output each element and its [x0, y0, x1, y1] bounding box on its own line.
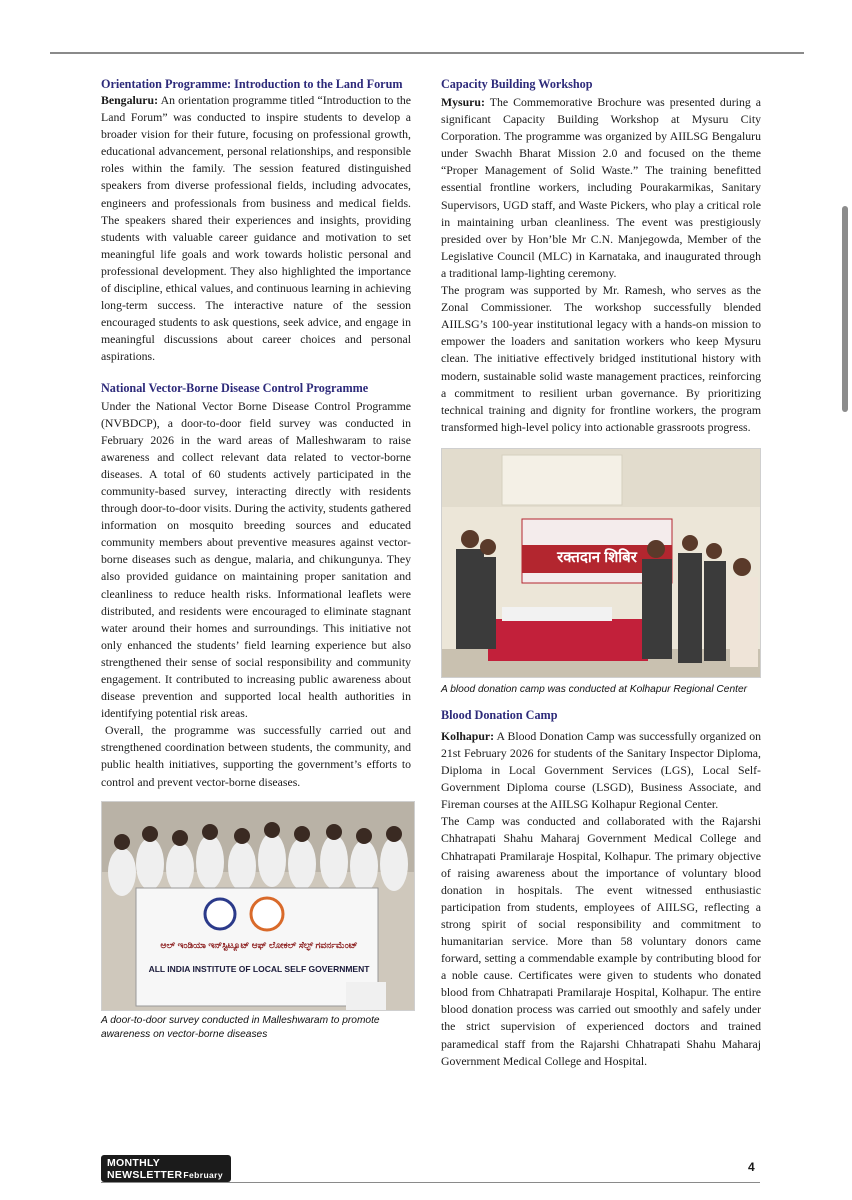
page-number: 4	[748, 1160, 755, 1174]
blood-donation-text: A Blood Donation Camp was successfully organized on 21st February 2026 for students of the Sanitary Inspector Diploma, Diploma in Local Government Services (LGS), Local Self-Government Diploma course (LSGD), Business Associate, and Fireman courses at the AIILSG Kolhapur Regional Center.	[441, 728, 761, 812]
capacity-lead: Mysuru:	[441, 95, 485, 109]
orientation-heading: Orientation Programme: Introduction to the Land Forum	[101, 77, 403, 91]
blood-camp-caption: A blood donation camp was conducted at Kolhapur Regional Center	[441, 683, 748, 695]
nvbdcp-para2: Overall, the programme was successfully carried out and strengthened coordination between students, the community, and public health initiatives, supporting the government’s efforts to control and prevent vector-borne diseases.	[101, 723, 411, 789]
blood-donation-para2: The Camp was conducted and collaborated with the Rajarshi Chhatrapati Shahu Maharaj Government Medical College and Chhatrapati Pramilaraje Hospital, Kolhapur. The primary objective of raising awareness about the importance of voluntary blood donation in hospitals. The event witnessed enthusiastic participation from students, employees of AIILSG, reflecting a strong spirit of social responsibility and commitment to humanitarian service. More than 58 voluntary donors came forward, setting a commendable example by contributing blood for a noble cause. Certificates were given to students who donated blood from Chhatrapati Pramilaraje Hospital, Kolhapur. The entire blood donation process was carried out smoothly and safely under the strict supervision of experienced doctors and trained paramedical staff from the Rajarshi Chhatrapati Shahu Maharaj Government Medical College and Hospital.	[441, 814, 761, 1068]
newsletter-badge-month: February	[183, 1170, 223, 1180]
capacity-body	[441, 94, 761, 282]
survey-photo-art	[102, 802, 414, 1010]
survey-banner-kannada: ಆಲ್ ಇಂಡಿಯಾ ಇನ್‌ಸ್ಟಿಟ್ಯೂಟ್ ಆಫ್ ಲೋಕಲ್ ಸೆಲ್ಫ್ ಗವರ್ನಮೆಂಟ್	[160, 939, 358, 950]
blood-donation-lead: Kolhapur:	[441, 728, 495, 743]
nvbdcp-para1: Under the National Vector Borne Disease Control Programme (NVBDCP), a door-to-door field survey was conducted in February 2026 in the ward areas of Malleshwaram to raise awareness and collect relevant data related to vector-borne diseases. A total of 60 students actively participated in the community-based survey, interacting directly with residents through door-to-door visits. During the activity, students gathered information on mosquito breeding sources and educated community members about preventive measures against vector-borne diseases such as dengue, malaria, and chikungunya. They also provided guidance on maintaining proper sanitation and cleanliness to reduce health risks. Informational leaflets were distributed, and residents were encouraged to eliminate stagnant water around their homes and surroundings. This initiative not only enhanced the students’ field learning experience but also strengthened their sense of social responsibility and community engagement. It contributed to increasing public awareness about disease prevention and supported local health authorities in identifying potential risk areas.	[101, 398, 411, 721]
capacity-text: The Commemorative Brochure was presented during a significant Capacity Building Workshop at Mysuru City Corporation. The programme was organized by AIILSG Bengaluru under Swachh Bharat Mission 2.0 and focused on the theme “Proper Management of Solid Waste.” The training benefitted essential frontline workers, including Pourakarmikas, Sanitary Supervisors, UGD staff, and Waste Pickers, who play a critical role in maintaining urban cleanliness. The event was prestigiously presided over by Hon’ble Mr C.N. Manjegowda, Member of the Legislative Council (MLC) in Karnataka, and inaugurated through a traditional lamp-lighting ceremony.	[441, 95, 761, 280]
survey-banner-english: ALL INDIA INSTITUTE OF LOCAL SELF GOVERNMENT	[148, 963, 370, 974]
orientation-body	[101, 92, 411, 366]
orientation-lead: Bengaluru:	[101, 93, 159, 107]
newsletter-badge-title: MONTHLY NEWSLETTER	[107, 1157, 183, 1181]
blood-camp-banner-title: रक्तदान शिबिर	[557, 548, 637, 566]
survey-caption: A door-to-door survey conducted in Malleshwaram to promote awareness on vector-borne diseases	[101, 1014, 380, 1040]
blood-camp-photo	[441, 448, 761, 678]
footer-rule	[101, 1182, 760, 1183]
capacity-para2: The program was supported by Mr. Ramesh, who serves as the Zonal Commissioner. The workshop successfully blended AIILSG’s 100-year institutional legacy with a hands-on mission to empower the loaders and sanitation workers who keep Mysuru clean. The initiative effectively bridged institutional history with modern, sustainable solid waste management practices, reinforcing a commitment to resilient urban governance. By prioritizing technical training and dignity for frontline workers, the program transformed high-level policy into actionable grassroots progress.	[441, 283, 761, 434]
scrollbar-thumb[interactable]	[842, 206, 848, 412]
top-rule	[50, 52, 804, 54]
newsletter-badge	[101, 1155, 231, 1182]
capacity-heading: Capacity Building Workshop	[441, 77, 593, 91]
nvbdcp-heading: National Vector-Borne Disease Control Programme	[101, 380, 369, 395]
orientation-text: An orientation programme titled “Introduction to the Land Forum” was conducted to inspire students to develop a broader vision for their future, focusing on professional growth, educational advancement, personal relationships, and responsible roles within the family. The session featured distinguished speakers from diverse professional fields, including advocates, engineers and professionals from business and medical fields. The speakers shared their experiences and insights, providing students with valuable career guidance and motivation to set meaningful life goals and work towards holistic personal and professional development. They also highlighted the importance of discipline, ethical values, and continuous learning in achieving long-term success. The interactive nature of the session encouraged students to ask questions, seek advice, and engage in meaningful discussions about career choices and personal aspirations.	[101, 93, 411, 364]
blood-donation-heading: Blood Donation Camp	[441, 707, 558, 722]
blood-donation-body	[441, 728, 761, 813]
survey-photo	[101, 801, 415, 1011]
left-column	[101, 76, 411, 1042]
right-column	[441, 76, 761, 1070]
